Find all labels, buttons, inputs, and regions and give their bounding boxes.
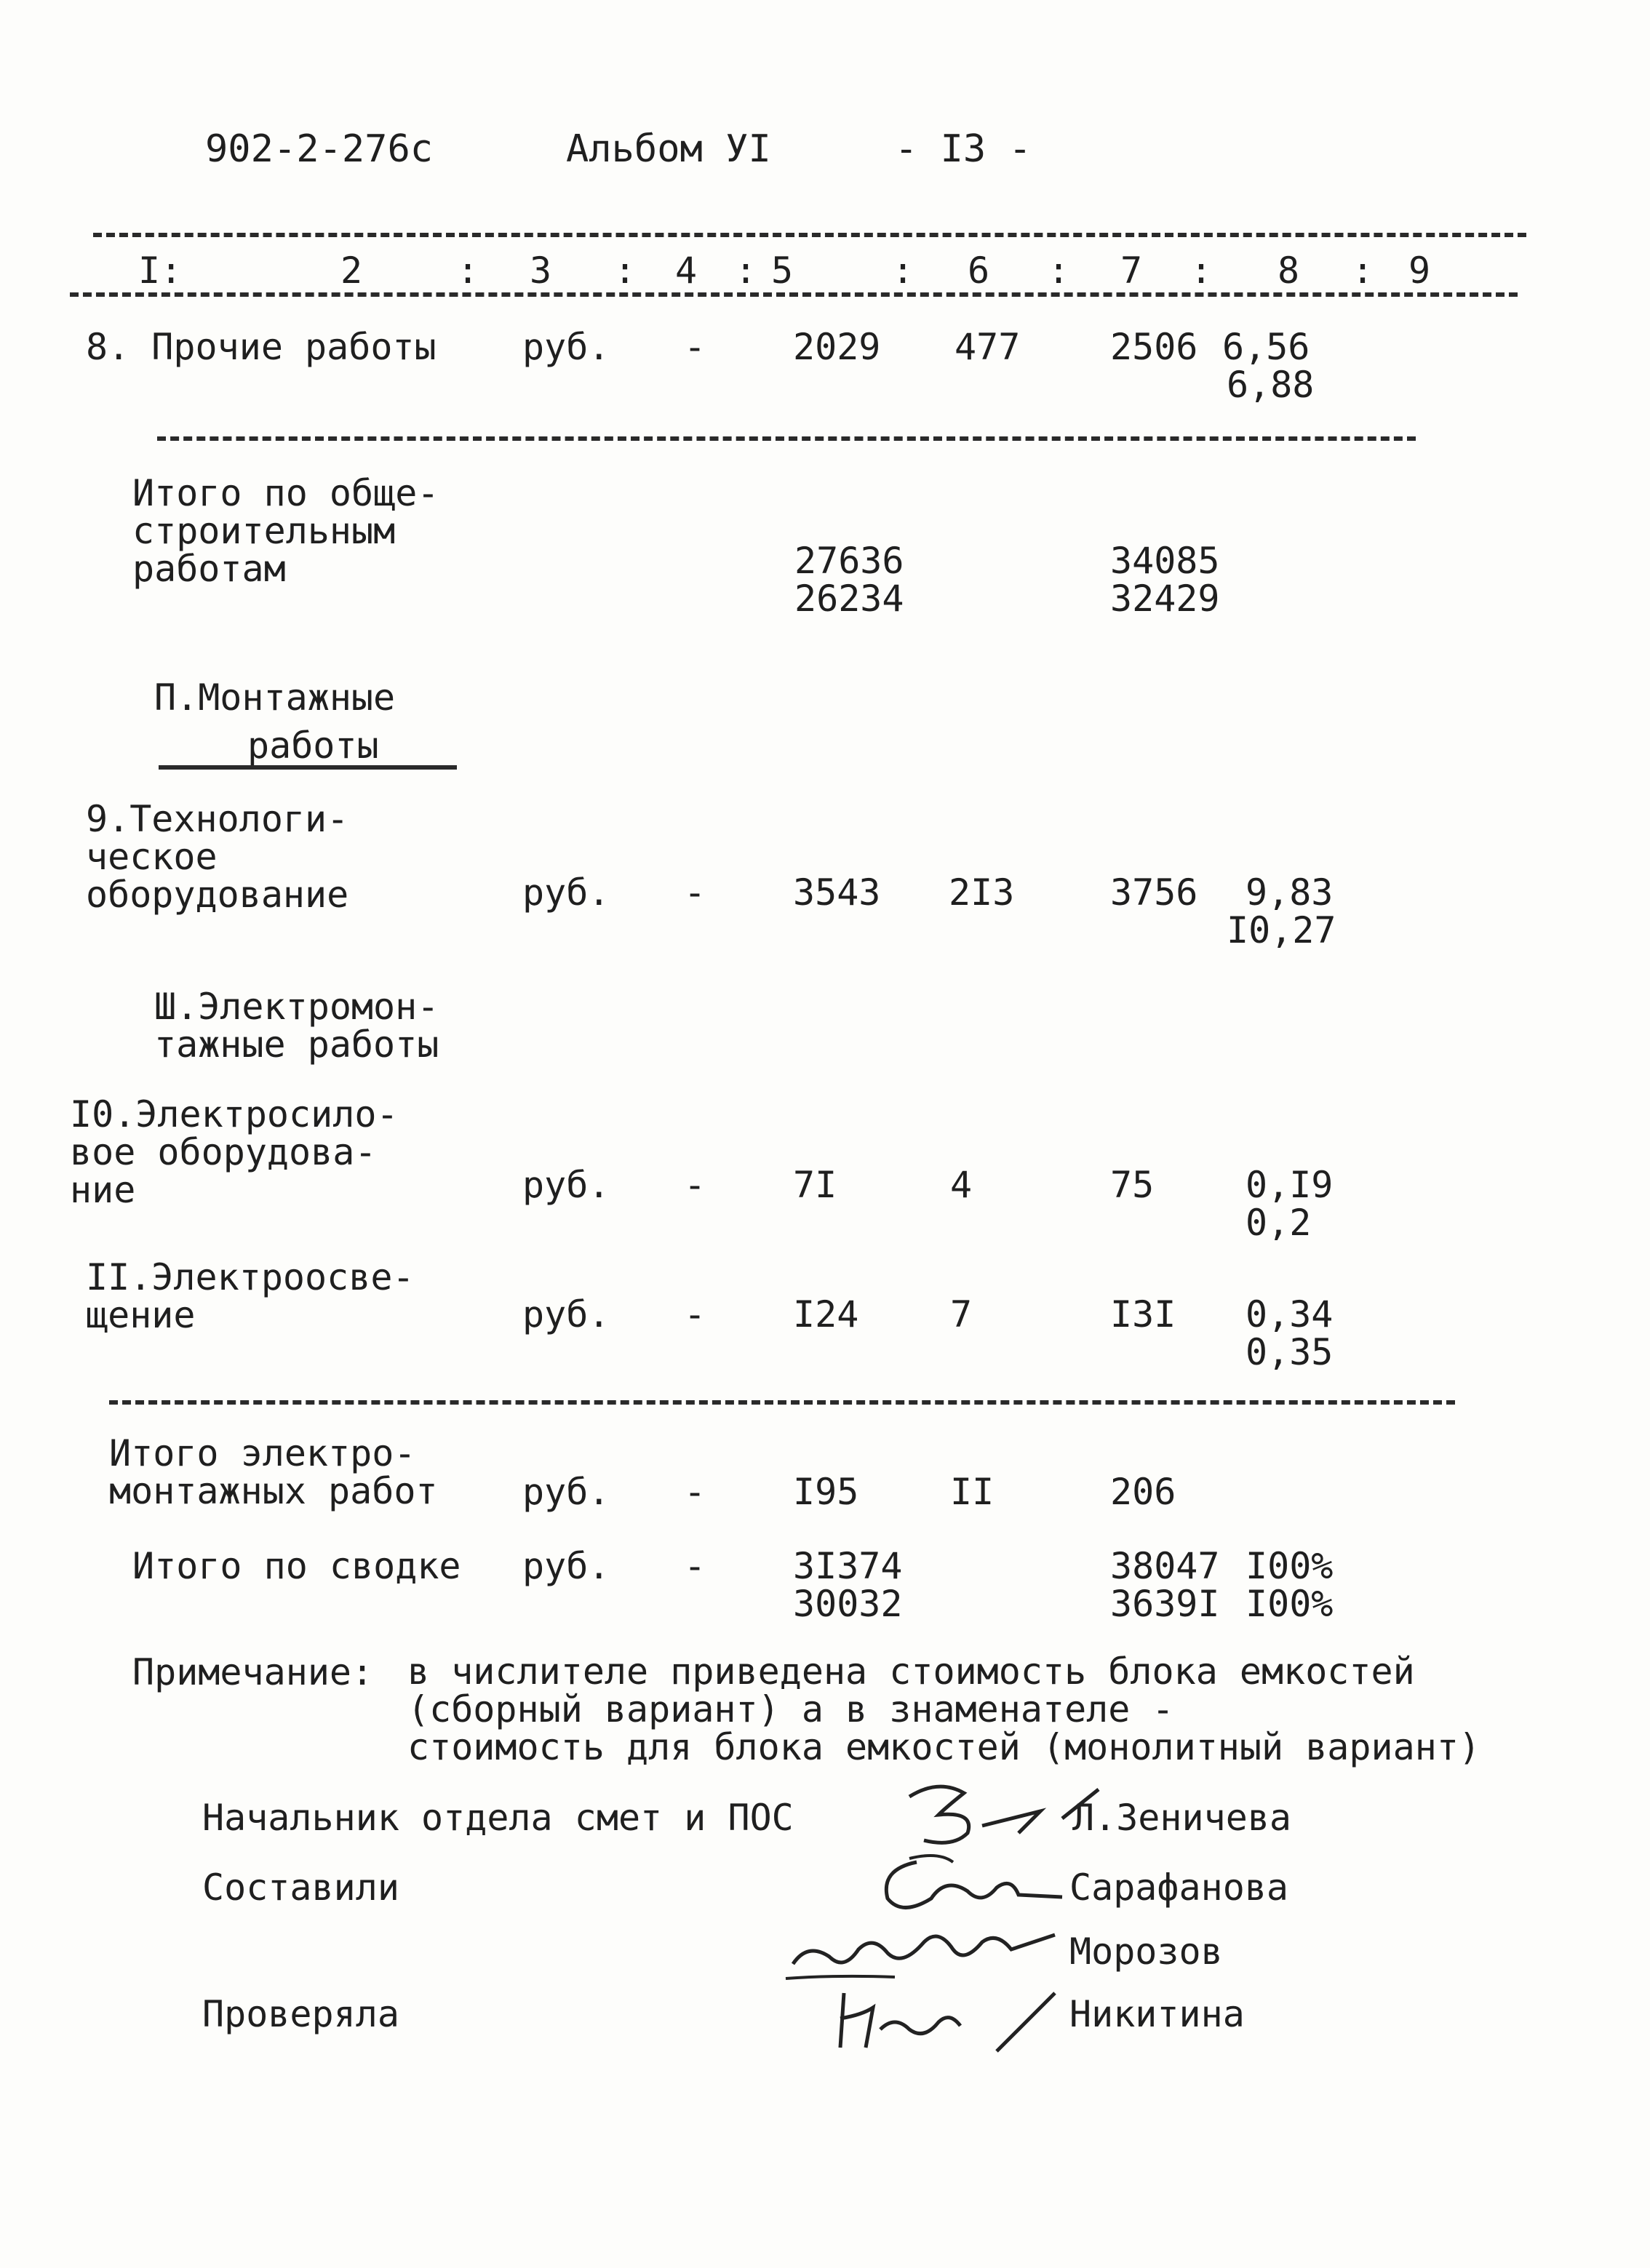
column-header-bottom-rule [70,292,1518,297]
note-label: Примечание: [132,1651,374,1693]
row-c8-numerator: I00% [1246,1545,1334,1587]
row-c4: - [684,326,706,368]
row-c6: 7 [950,1293,973,1335]
row-name: II.Электроосве- щение [86,1256,415,1336]
signature-zenicheva [895,1775,1106,1855]
row-unit: руб. [522,1293,610,1335]
col-sep: : [735,249,757,292]
section-underline [159,765,457,770]
col-sep: : [1048,249,1070,292]
row-c5-denominator: 26234 [794,578,904,620]
col-2: 2 [340,249,363,292]
row-unit: руб. [522,1471,610,1513]
row-c4: - [684,871,706,914]
section-title-line2: работы [247,724,379,767]
row-c8-denominator: 6,88 [1227,364,1315,406]
col-sep: : [1352,249,1374,292]
row-c8-numerator: 0,34 [1246,1293,1334,1335]
row-c7-denominator: 32429 [1110,578,1220,620]
row-name: Итого по сводке [132,1545,461,1587]
row-unit: руб. [522,871,610,914]
col-4: 4 [675,249,698,292]
row-name: 9.Технологи- ческое оборудование [86,798,349,916]
col-9: 9 [1408,249,1431,292]
row-c5-denominator: 30032 [793,1583,903,1625]
row-unit: руб. [522,326,610,368]
col-sep: : [892,249,914,292]
row-c4: - [684,1471,706,1513]
row-name: 8. Прочие работы [86,326,437,368]
signature-sarafanova [866,1848,1069,1920]
row-name: I0.Электросило- вое оборудова- ние [70,1093,399,1211]
row-c8-denominator: I00% [1246,1583,1334,1625]
head-role: Начальник отдела смет и ПОС [202,1797,794,1839]
row-c7: 206 [1110,1471,1176,1513]
row-name: Итого по обще- строительным работам [132,472,439,590]
row-c8-denominator: 0,2 [1246,1202,1312,1244]
row-unit: руб. [522,1164,610,1206]
section-title: Ш.Электромон- тажные работы [154,986,439,1066]
row-c7-numerator: 38047 [1110,1545,1220,1587]
row-c5: 7I [793,1164,837,1206]
compiled-name-1: Сарафанова [1069,1866,1289,1909]
row-name: Итого электро- монтажных работ [109,1432,438,1512]
row-c4: - [684,1164,706,1206]
column-header-top-rule [93,233,1526,237]
row-c5-numerator: 3I374 [793,1545,903,1587]
row-c7: 2506 [1110,326,1198,368]
signature-nikitina [822,1978,1062,2059]
row-c5-numerator: 27636 [794,540,904,582]
head-name: Л.Зеничева [1072,1797,1292,1839]
document-code: 902-2-276с [205,127,434,171]
col-7: 7 [1120,249,1143,292]
col-3: 3 [530,249,552,292]
row-c8-numerator: 9,83 [1246,871,1334,914]
compiled-name-2: Морозов [1069,1930,1223,1973]
col-5: 5 [771,249,794,292]
row-c8-denominator: I0,27 [1227,909,1336,951]
row-unit: руб. [522,1545,610,1587]
row-c7-numerator: 34085 [1110,540,1220,582]
row-c8-numerator: 0,I9 [1246,1164,1334,1206]
row-c5: I24 [793,1293,859,1335]
col-6: 6 [968,249,990,292]
row-c6: II [950,1471,995,1513]
row-c7: I3I [1110,1293,1176,1335]
row-c7: 3756 [1110,871,1198,914]
col-sep: : [457,249,479,292]
note-text: в числителе приведена стоимость блока емкостей (сборный вариант) а в знаменателе - стоимость для блока емкостей (монолитный вариант) [407,1650,1481,1768]
row-c5: I95 [793,1471,859,1513]
col-1: I: [138,249,183,292]
row-c4: - [684,1545,706,1587]
section-rule [109,1400,1455,1405]
col-sep: : [1190,249,1213,292]
row-c6: 4 [950,1164,973,1206]
row-c7-denominator: 3639I [1110,1583,1220,1625]
checked-name: Никитина [1069,1993,1245,2035]
compiled-role: Составили [202,1866,399,1909]
row-c5: 2029 [793,326,881,368]
col-sep: : [614,249,637,292]
row-c8-denominator: 0,35 [1246,1331,1334,1373]
row-c7: 75 [1110,1164,1155,1206]
row-c5: 3543 [793,871,881,914]
checked-role: Проверяла [202,1993,399,2035]
col-8: 8 [1278,249,1300,292]
row-c8-numerator: 6,56 [1222,326,1310,368]
album-label: Альбом УI [566,127,771,171]
row-c6: 2I3 [949,871,1015,914]
section-rule [157,436,1416,441]
section-title: П.Монтажные [154,676,396,719]
row-c4: - [684,1293,706,1335]
page-number: - I3 - [895,127,1032,171]
row-c6: 477 [954,326,1021,368]
